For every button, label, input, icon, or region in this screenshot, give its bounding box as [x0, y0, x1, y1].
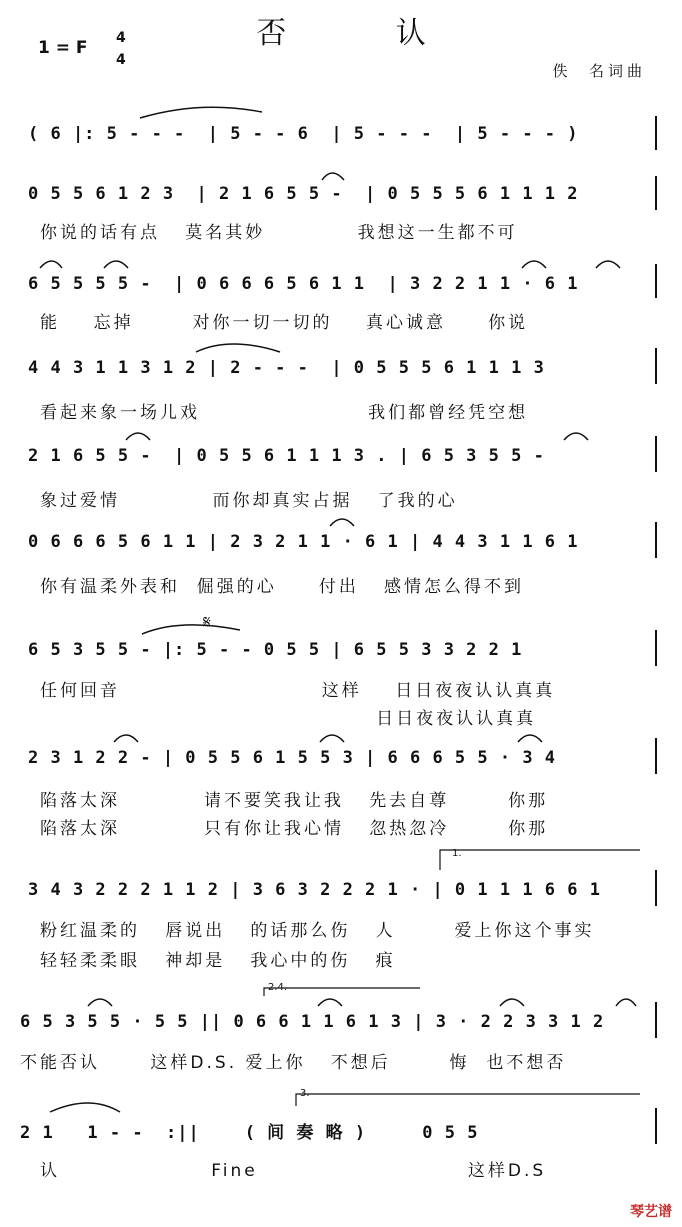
volta-label: 3. [300, 1088, 310, 1099]
notation-row: 0 6 6 6 5 6 1 1 | 2 3 2 1 1 · 6 1 | 4 4 3 1 1 6 1 [28, 532, 579, 552]
page-title: 否 认 [256, 16, 476, 51]
tie [140, 107, 262, 118]
segno-sign: 𝄋 [203, 612, 211, 633]
tie [88, 999, 112, 1006]
notation-row: 4 4 3 1 1 3 1 2 | 2 - - - | 0 5 5 5 6 1 1 1 3 [28, 358, 545, 378]
tie [126, 433, 150, 440]
volta-label: 2.4. [268, 982, 288, 993]
volta-bracket [296, 1094, 640, 1106]
notation-row: 6 5 3 5 5 - |: 5 - - 0 5 5 | 6 5 5 3 3 2 2 1 [28, 640, 523, 660]
tie [518, 735, 542, 742]
tie [500, 999, 524, 1006]
key-signature: 1 = F [38, 38, 88, 58]
tie [40, 261, 62, 268]
tie [564, 433, 588, 440]
tie [596, 261, 620, 268]
tie [616, 999, 636, 1006]
notation-row: 2 3 1 2 2 - | 0 5 5 6 1 5 5 3 | 6 6 6 5 5 · 3 4 [28, 748, 557, 768]
lyric-line: 认 Fine 这样D.S [40, 1161, 547, 1181]
notation-row: 6 5 5 5 5 - | 0 6 6 6 5 6 1 1 | 3 2 2 1 1 · 6 1 [28, 274, 579, 294]
tie [318, 999, 342, 1006]
tie [50, 1103, 120, 1112]
lyric-line: 象过爱情 而你却真实占据 了我的心 [40, 491, 458, 511]
tie [114, 735, 138, 742]
volta-label: 1. [452, 848, 462, 859]
volta-bracket [264, 988, 420, 996]
lyric-line: 不能否认 这样D.S. 爱上你 不想后 悔 也不想否 [20, 1053, 567, 1073]
meter-top: 4 [116, 30, 126, 46]
lyric-line: 陷落太深 只有你让我心情 忽热忽冷 你那 [40, 819, 549, 839]
tie [522, 261, 546, 268]
lyric-line: 你有温柔外表和 倔强的心 付出 感情怎么得不到 [40, 577, 525, 597]
lyric-line: 陷落太深 请不要笑我让我 先去自尊 你那 [40, 791, 549, 811]
lyric-line: 你说的话有点 莫名其妙 我想这一生都不可 [40, 223, 518, 243]
notation-row: 2 1 6 5 5 - | 0 5 5 6 1 1 1 3 . | 6 5 3 5 5 - [28, 446, 545, 466]
notation-row: 2 1 1 - - :|| ( 间 奏 略 ) 0 5 5 [20, 1123, 479, 1143]
volta-bracket [440, 850, 640, 870]
tie [322, 173, 344, 180]
lyric-line: 能 忘掉 对你一切一切的 真心诚意 你说 [40, 313, 529, 333]
meter-bottom: 4 [116, 52, 126, 68]
watermark-logo: 琴艺谱 [630, 1204, 672, 1220]
lyric-line: 粉红温柔的 唇说出 的话那么伤 人 爱上你这个事实 [40, 921, 595, 941]
tie [330, 519, 354, 526]
tie [104, 261, 128, 268]
tie [142, 625, 240, 634]
lyric-line: 任何回音 这样 日日夜夜认认真真 [40, 681, 556, 701]
tie [196, 344, 280, 352]
lyric-line: 日日夜夜认认真真 [40, 709, 537, 729]
notation-row: 0 5 5 6 1 2 3 | 2 1 6 5 5 - | 0 5 5 5 6 1 1 1 2 [28, 184, 579, 204]
notation-row: 3 4 3 2 2 2 1 1 2 | 3 6 3 2 2 2 1 · | 0 1 1 1 6 6 1 [28, 880, 601, 900]
tie [320, 735, 344, 742]
notation-row: ( 6 |: 5 - - - | 5 - - 6 | 5 - - - | 5 - - - ) [28, 124, 579, 144]
credit-line: 佚 名词曲 [552, 62, 646, 80]
notation-row: 6 5 3 5 5 · 5 5 || 0 6 6 1 1 6 1 3 | 3 · 2 2 3 3 1 2 [20, 1012, 605, 1032]
lyric-line: 轻轻柔柔眼 神却是 我心中的伤 痕 [40, 951, 396, 971]
lyric-line: 看起来象一场儿戏 我们都曾经凭空想 [40, 403, 529, 423]
